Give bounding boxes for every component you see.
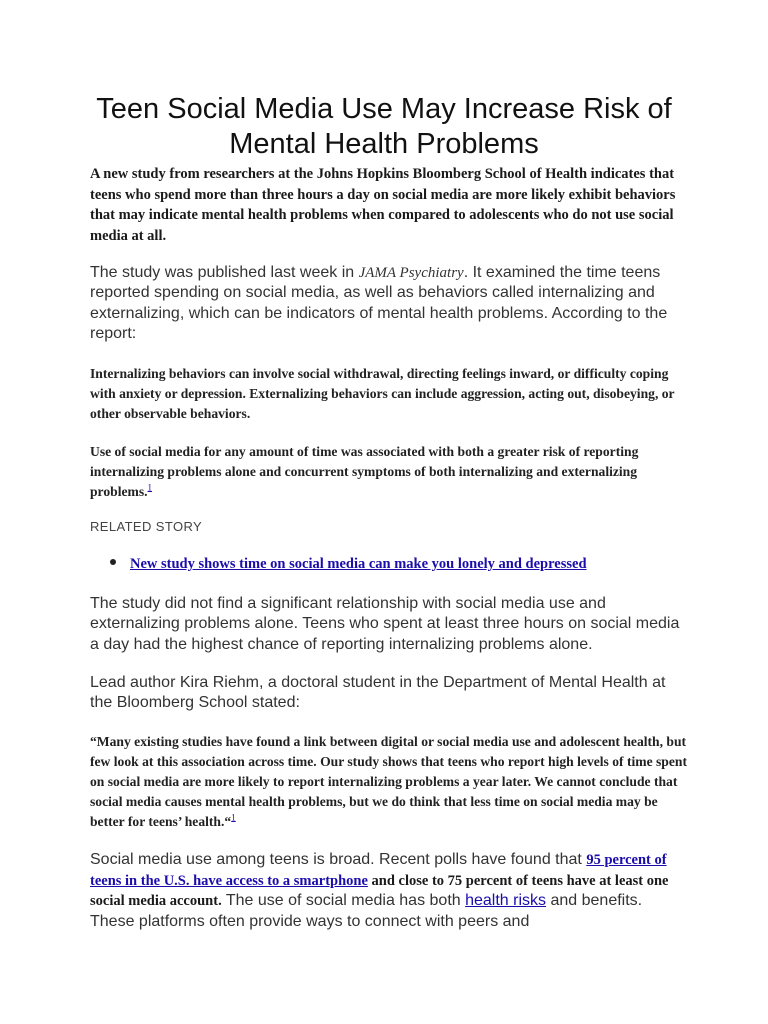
article-title: Teen Social Media Use May Increase Risk of Mental Health Problems bbox=[96, 93, 672, 160]
bullet-icon bbox=[110, 559, 116, 565]
article-lede: A new study from researchers at the Johns Hopkins Bloomberg School of Health indicates that teens who spend more than three hours a day on social media are more likely exhibit behaviors that may indicate mental health problems when compared to adolescents who do not use social media at all. bbox=[90, 166, 676, 244]
paragraph-lead-author: Lead author Kira Riehm, a doctoral student in the Department of Mental Health at the Bloomberg School stated: bbox=[90, 674, 666, 712]
quote-text: “Many existing studies have found a link between digital or social media use and adolescent health, but few look at this association across time. Our study shows that teens who report high levels of time spent on social media are more likely to report internalizing problems a year later. We cannot conclude that social media causes mental health problems, but we do think that less time on social media may be better for teens’ health.“ bbox=[90, 734, 687, 829]
smartphone-stat-link[interactable]: 95 percent of teens in the U.S. have access to a smartphone bbox=[90, 852, 667, 889]
quote-study-finding bbox=[90, 442, 690, 502]
related-story-list bbox=[110, 556, 690, 573]
social-account-stat: and close to 75 percent of teens have at least one social media account. bbox=[90, 872, 669, 910]
paragraph-text: The study was published last week in bbox=[90, 264, 359, 281]
paragraph-text: Social media use among teens is broad. Recent polls have found that bbox=[90, 851, 587, 868]
journal-name: JAMA Psychiatry bbox=[358, 265, 464, 281]
footnote-link[interactable]: 1 bbox=[231, 812, 236, 823]
quote-text: Use of social media for any amount of time was associated with both a greater risk of reporting internalizing problems alone and concurrent symptoms of both internalizing and externalizing problems. bbox=[90, 444, 639, 499]
health-risks-link[interactable]: health risks bbox=[465, 892, 547, 910]
paragraph-text: . It examined the time teens reported spending on social media, as well as behaviors called internalizing and externalizing, which can be indicators of mental health problems. According to the report: bbox=[90, 264, 668, 343]
related-story-item bbox=[110, 556, 690, 573]
related-story-label: RELATED STORY bbox=[90, 519, 203, 534]
paragraph-text: and benefits. These platforms often provide ways to connect with peers and bbox=[90, 892, 643, 930]
paragraph-text: The use of social media has both bbox=[221, 892, 466, 910]
footnote-link[interactable]: 1 bbox=[147, 482, 153, 493]
paragraph-no-relationship: The study did not find a significant relationship with social media use and externalizing problems alone. Teens who spent at least three hours on social media a day had the highest chance of reporting internalizing problems alone. bbox=[90, 595, 680, 653]
paragraph-study-published bbox=[90, 263, 690, 345]
related-story-link[interactable]: New study shows time on social media can make you lonely and depressed bbox=[130, 556, 587, 572]
quote-lead-author bbox=[90, 732, 690, 832]
quote-behaviors-definition: Internalizing behaviors can involve social withdrawal, directing feelings inward, or difficulty coping with anxiety or depression. Externalizing behaviors can include aggression, acting out, disobeying, or other observable behaviors. bbox=[90, 366, 675, 421]
paragraph-social-media-use bbox=[90, 850, 690, 932]
